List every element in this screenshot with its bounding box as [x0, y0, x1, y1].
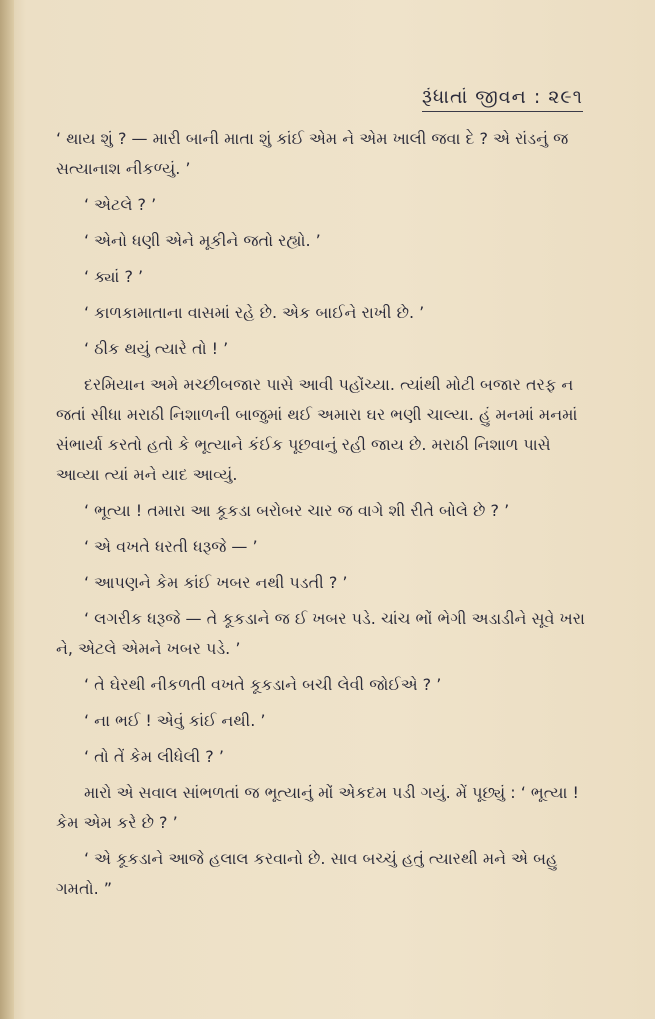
- paragraph: ‘ એટલે ? ’: [84, 195, 157, 214]
- paragraph: દરમિયાન અમે મચ્છીબજાર પાસે આવી પહોંચ્યા. ત્યાંથી મોટી બજાર તરફ ન જતાં સીધા મરાઠી નિશાળની બાજુમાં થઈ અમારા ઘર ભણી ચાલ્યા. હું મનમાં મનમાં સંભાર્યા કરતો હતો કે ભૂત્યાને કંઈક પૂછવાનું રહી જાય છે. મરાઠી નિશાળ પાસે આવ્યા ત્યાં મને યાદ આવ્યું.: [56, 375, 578, 484]
- running-header: રૂંધાતાં જીવન : ૨૯૧: [422, 86, 583, 112]
- page-body: [56, 124, 586, 910]
- paragraph: ‘ તો તેં કેમ લીધેલી ? ’: [84, 747, 224, 766]
- paragraph: ‘ એ કૂકડાને આજે હલાલ કરવાનો છે. સાવ બચ્ચું હતું ત્યારથી મને એ બહુ ગમતો. ”: [56, 849, 558, 898]
- paragraph: ‘ એ વખતે ધરતી ધરૂજે — ’: [84, 537, 258, 556]
- paragraph: ‘ કાળકામાતાના વાસમાં રહે છે. એક બાઈને રાખી છે. ’: [84, 303, 425, 322]
- paragraph: ‘ ક્યાં ? ’: [84, 267, 144, 286]
- page-spine-edge: [0, 0, 14, 1019]
- paragraph: ‘ થાય શું ? — મારી બાની માતા શું કાંઈ એમ ને એમ ખાલી જવા દે ? એ રાંડનું જ સત્યાનાશ નીકળ્યું. ’: [56, 129, 569, 178]
- paragraph: ‘ ના ભઈ ! એવું કાંઈ નથી. ’: [84, 711, 266, 730]
- paragraph: ‘ આપણને કેમ કાંઈ ખબર નથી પડતી ? ’: [84, 573, 348, 592]
- paragraph: મારો એ સવાલ સાંભળતાં જ ભૂત્યાનું મોં એકદમ પડી ગયું. મેં પૂછ્યું : ‘ ભૂત્યા ! કેમ એમ કરે છે ? ’: [56, 783, 579, 832]
- paragraph: ‘ ઠીક થયું ત્યારે તો ! ’: [84, 339, 229, 358]
- paragraph: ‘ ભૂત્યા ! તમારા આ કૂકડા બરોબર ચાર જ વાગે શી રીતે બોલે છે ? ’: [84, 501, 510, 520]
- paragraph: ‘ તે ઘેરથી નીકળતી વખતે કૂકડાને બચી લેવી જોઈએ ? ’: [84, 675, 442, 694]
- paragraph: ‘ એનો ધણી એને મૂકીને જતો રહ્યો. ’: [84, 231, 321, 250]
- paragraph: ‘ લગરીક ધરૂજે — તે કૂકડાને જ ઈ ખબર પડે. ચાંચ ભોં ભેગી અડાડીને સૂવે ખરા ને, એટલે એમને ખબર પડે. ’: [56, 609, 585, 658]
